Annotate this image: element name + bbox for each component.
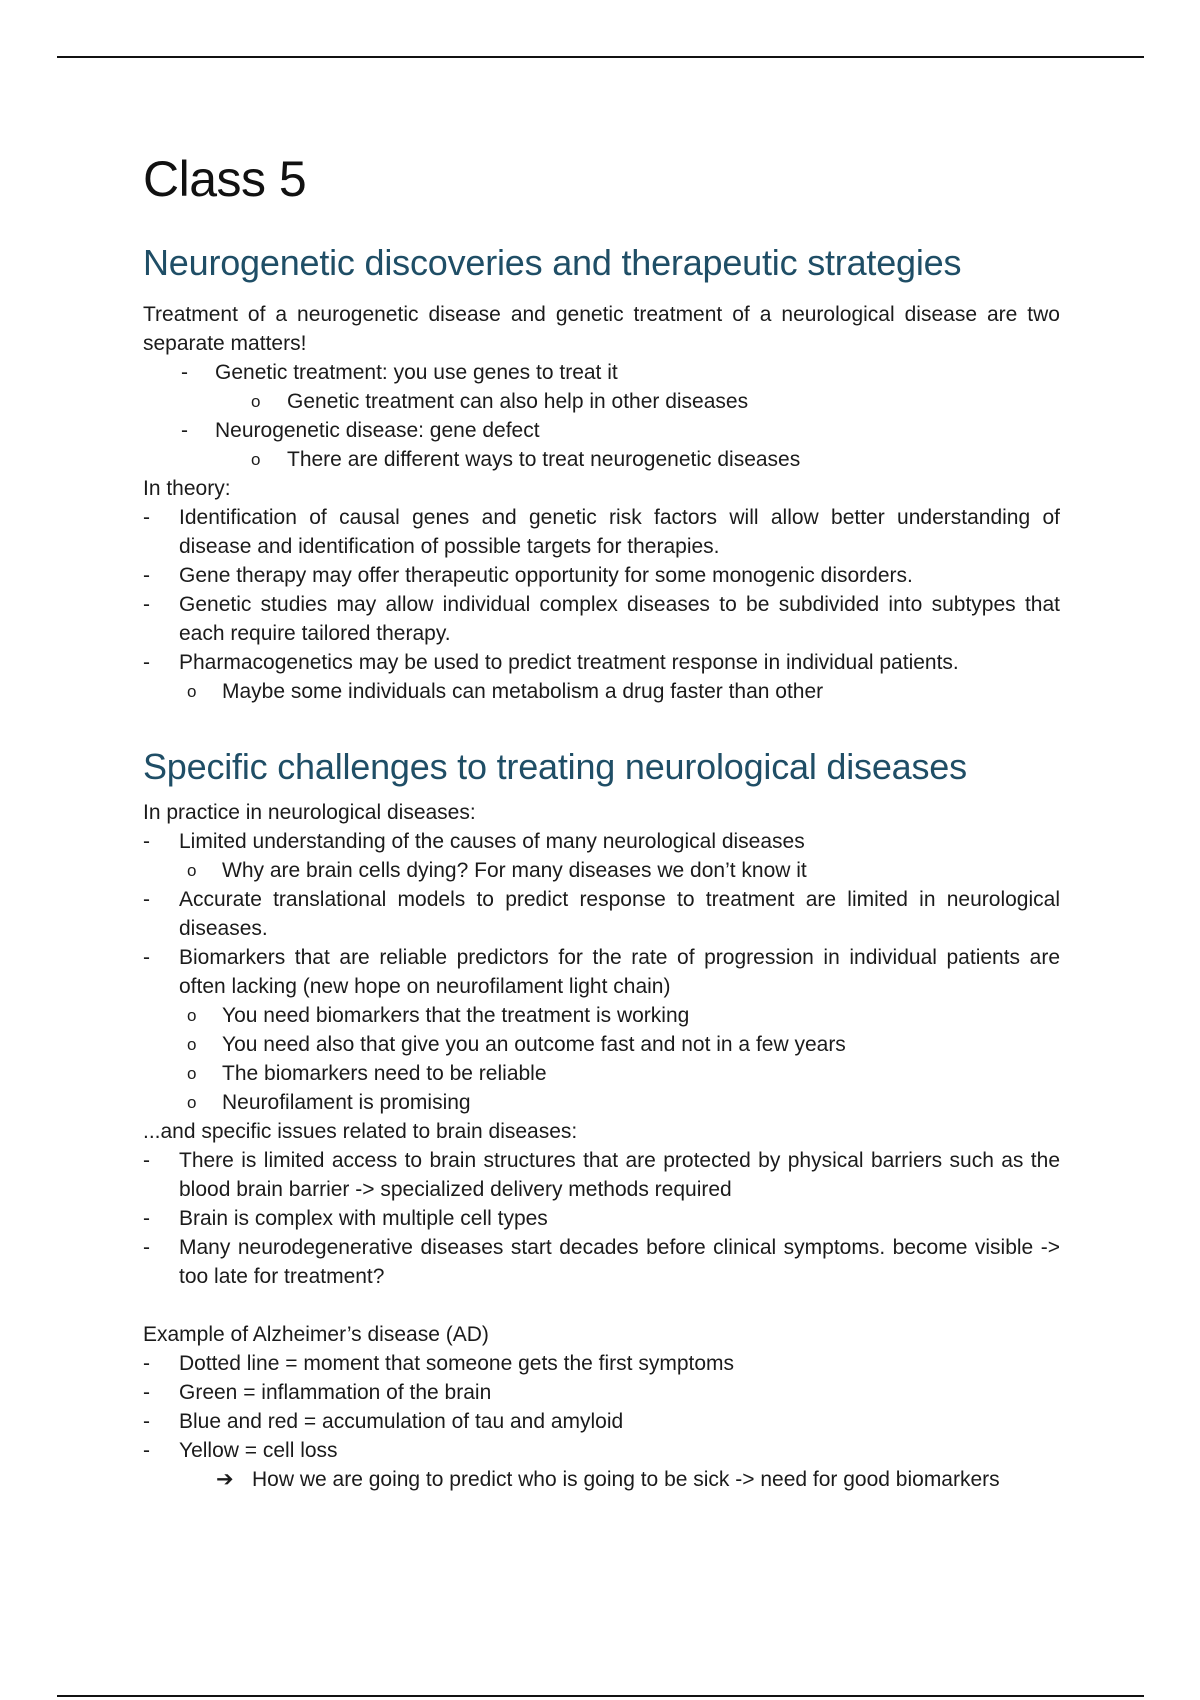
list-item-text: Blue and red = accumulation of tau and amyloid bbox=[179, 1410, 624, 1433]
list-item-text: Accurate translational models to predict response to treatment are limited in neurological diseases. bbox=[179, 888, 1060, 940]
circle-bullet: o bbox=[251, 392, 261, 411]
list-item-text: Genetic treatment can also help in other diseases bbox=[287, 390, 749, 413]
list-item-text: Biomarkers that are reliable predictors for the rate of progression in individual patients are often lacking (new hope on neurofilament light chain) bbox=[179, 946, 1060, 998]
page-title: Class 5 bbox=[143, 151, 307, 207]
circle-bullet: o bbox=[187, 1006, 197, 1025]
list-item bbox=[143, 827, 1060, 856]
list-item-text: Neurofilament is promising bbox=[222, 1091, 471, 1114]
document-body bbox=[143, 146, 1060, 1494]
list-item bbox=[143, 1059, 1060, 1088]
practice-label: In practice in neurological diseases: bbox=[143, 801, 476, 824]
section-heading-challenges: Specific challenges to treating neurological diseases bbox=[143, 746, 967, 787]
dash-bullet: - bbox=[143, 593, 150, 616]
top-rule bbox=[57, 56, 1144, 58]
list-item bbox=[143, 1088, 1060, 1117]
circle-bullet: o bbox=[187, 1064, 197, 1083]
dash-bullet: - bbox=[143, 1207, 150, 1230]
dash-bullet: - bbox=[181, 419, 188, 442]
list-item bbox=[143, 1204, 1060, 1233]
list-item-text: Limited understanding of the causes of many neurological diseases bbox=[179, 830, 805, 853]
list-item bbox=[143, 856, 1060, 885]
list-item-text: Identification of causal genes and genetic risk factors will allow better understanding of disease and identification of possible targets for therapies. bbox=[179, 506, 1060, 558]
list-item-text: Green = inflammation of the brain bbox=[179, 1381, 492, 1404]
intro-paragraph: Treatment of a neurogenetic disease and genetic treatment of a neurological disease are two separate matters! bbox=[143, 303, 1060, 355]
circle-bullet: o bbox=[187, 1035, 197, 1054]
list-item bbox=[143, 1436, 1060, 1465]
dash-bullet: - bbox=[143, 1352, 150, 1375]
circle-bullet: o bbox=[251, 450, 261, 469]
list-item bbox=[143, 943, 1060, 1001]
list-item bbox=[143, 1349, 1060, 1378]
list-item bbox=[143, 1233, 1060, 1291]
list-item bbox=[143, 1030, 1060, 1059]
bottom-rule bbox=[57, 1695, 1144, 1697]
dash-bullet: - bbox=[143, 946, 150, 969]
circle-bullet: o bbox=[187, 1093, 197, 1112]
dash-bullet: - bbox=[143, 1149, 150, 1172]
issues-label: ...and specific issues related to brain diseases: bbox=[143, 1120, 578, 1143]
list-item bbox=[143, 1378, 1060, 1407]
list-item bbox=[143, 1001, 1060, 1030]
list-item bbox=[143, 590, 1060, 648]
list-item bbox=[143, 1407, 1060, 1436]
dash-bullet: - bbox=[143, 1236, 150, 1259]
circle-bullet: o bbox=[187, 861, 197, 880]
list-item bbox=[143, 677, 1060, 706]
dash-bullet: - bbox=[143, 1381, 150, 1404]
list-item-text: Why are brain cells dying? For many diseases we don’t know it bbox=[222, 859, 807, 882]
section-heading-neurogenetic: Neurogenetic discoveries and therapeutic strategies bbox=[143, 242, 962, 283]
list-item bbox=[143, 1146, 1060, 1204]
example-label: Example of Alzheimer’s disease (AD) bbox=[143, 1323, 489, 1346]
list-item-text: Yellow = cell loss bbox=[179, 1439, 338, 1462]
list-item-text: Maybe some individuals can metabolism a drug faster than other bbox=[222, 680, 824, 703]
list-item bbox=[143, 503, 1060, 561]
list-item bbox=[143, 885, 1060, 943]
list-item-text: Neurogenetic disease: gene defect bbox=[215, 419, 540, 442]
list-item bbox=[143, 358, 1060, 387]
list-item bbox=[143, 561, 1060, 590]
list-item bbox=[143, 1465, 1060, 1494]
spacer bbox=[143, 1291, 1060, 1320]
arrow-icon: ➔ bbox=[216, 1468, 234, 1491]
dash-bullet: - bbox=[143, 564, 150, 587]
list-item-text: Pharmacogenetics may be used to predict treatment response in individual patients. bbox=[179, 651, 959, 674]
list-item-text: There is limited access to brain structures that are protected by physical barriers such as the blood brain barrier -> specialized delivery methods required bbox=[179, 1149, 1060, 1201]
dash-bullet: - bbox=[143, 506, 150, 529]
list-item-text: You need biomarkers that the treatment is working bbox=[222, 1004, 690, 1027]
dash-bullet: - bbox=[143, 651, 150, 674]
dash-bullet: - bbox=[143, 1439, 150, 1462]
list-item bbox=[143, 445, 1060, 474]
list-item-text: Genetic treatment: you use genes to treat it bbox=[215, 361, 618, 384]
circle-bullet: o bbox=[187, 682, 197, 701]
dash-bullet: - bbox=[181, 361, 188, 384]
list-item-text: Dotted line = moment that someone gets the first symptoms bbox=[179, 1352, 735, 1375]
list-item-text: Many neurodegenerative diseases start decades before clinical symptoms. become visible -> too late for treatment? bbox=[179, 1236, 1060, 1288]
list-item-text: How we are going to predict who is going to be sick -> need for good biomarkers bbox=[252, 1468, 1000, 1491]
list-item-text: There are different ways to treat neurogenetic diseases bbox=[287, 448, 801, 471]
list-item bbox=[143, 648, 1060, 677]
list-item-text: Genetic studies may allow individual complex diseases to be subdivided into subtypes that each require tailored therapy. bbox=[179, 593, 1060, 645]
list-item bbox=[143, 387, 1060, 416]
theory-label: In theory: bbox=[143, 477, 231, 500]
list-item-text: Brain is complex with multiple cell types bbox=[179, 1207, 548, 1230]
list-item-text: You need also that give you an outcome fast and not in a few years bbox=[222, 1033, 846, 1056]
list-item-text: Gene therapy may offer therapeutic opportunity for some monogenic disorders. bbox=[179, 564, 913, 587]
list-item-text: The biomarkers need to be reliable bbox=[222, 1062, 547, 1085]
dash-bullet: - bbox=[143, 1410, 150, 1433]
list-item bbox=[143, 416, 1060, 445]
dash-bullet: - bbox=[143, 830, 150, 853]
dash-bullet: - bbox=[143, 888, 150, 911]
